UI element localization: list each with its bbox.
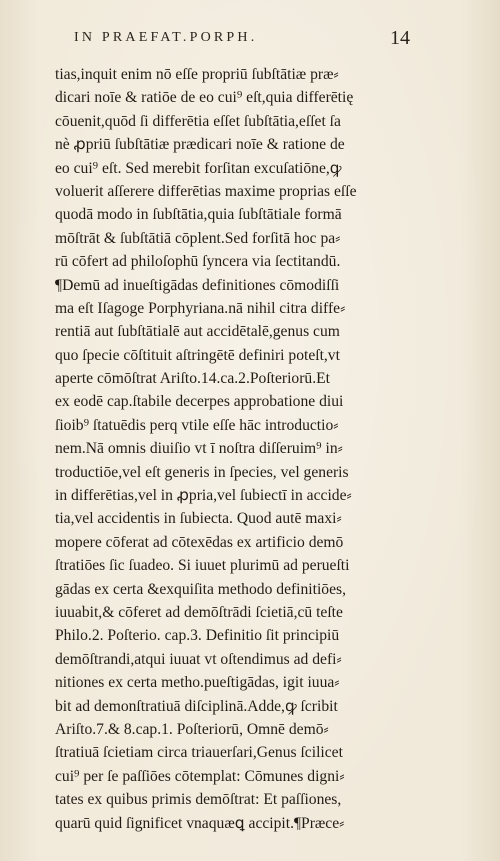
text-line: Ariſto.7.& 8.cap.1. Poſteriorū, Omnē demō⸗: [55, 720, 329, 738]
text-line: demōſtrandi,atqui iuuat vt oſtendimus ad defi⸗: [55, 650, 342, 668]
text-line: rentiā aut ſubſtātialē aut accidētalē,genus cum: [55, 323, 340, 341]
text-line: quarū quid ſignificet vnaquæꝗ accipit.¶Præce⸗: [55, 814, 345, 832]
text-line: tates ex quibus primis demōſtrat: Et paſſiones,: [55, 791, 342, 809]
text-line: aperte cōmōſtrat Ariſto.14.ca.2.Poſteriorū.Et: [55, 370, 330, 388]
text-line: quodā modo in ſubſtātia,quia ſubſtātiale formā: [55, 206, 342, 224]
page-header: [74, 27, 410, 52]
text-line: ma eſt Iſagoge Porphyriana.nā nihil citra diffe⸗: [55, 299, 346, 317]
text-line: ſtratiōes ſic ſuadeo. Si iuuet plurimū ad perueſti: [55, 557, 350, 575]
text-line: nem.Nā omnis diuiſio vt ī noſtra diſſeruim⁹ in⸗: [55, 440, 343, 458]
text-line: nè ꝓpriū ſubſtātiæ prædicari noīe & ratione de: [55, 136, 345, 154]
text-line: ex eodē cap.ſtabile decerpes approbatione diui: [55, 393, 344, 411]
text-line: ſtratiuā ſcietiam circa triauerſari,Genus ſcilicet: [55, 744, 343, 762]
text-line: mōſtrāt & ſubſtātiā cōplent.Sed forſitā hoc pa⸗: [55, 229, 341, 247]
text-line: in differētias,vel in ꝓpria,vel ſubiectī in accide⸗: [55, 487, 352, 505]
text-line: mopere cōferat ad cōtexēdas ex artificio demō: [55, 533, 344, 551]
text-line: voluerit aſſerere differētias maxime proprias eſſe: [55, 182, 357, 200]
page-number: 14: [390, 27, 410, 49]
body-text: [55, 63, 401, 835]
text-line: cui⁹ per ſe paſſiōes cōtemplat: Cōmunes digni⸗: [55, 767, 345, 785]
running-head: IN PRAEFAT.PORPH.: [74, 30, 258, 45]
text-line: cōuenit,quōd ſi differētia eſſet ſubſtātia,eſſet ſa: [55, 112, 341, 130]
text-line: rū cōfert ad philoſophū ſyncera via ſectitandū.: [55, 253, 341, 271]
text-line: quo ſpecie cōſtituit aſtringētē definiri poteſt,vt: [55, 346, 340, 364]
text-line: nitiones ex certa metho.pueſtigādas, igit iuua⸗: [55, 674, 340, 692]
text-line: troductiōe,vel eſt generis in ſpecies, vel generis: [55, 463, 349, 481]
text-line: tia,vel accidentis in ſubiecta. Quod autē maxi⸗: [55, 510, 342, 528]
text-line: ſioib⁹ ſtatuēdis perq vtile eſſe hāc introductio⸗: [55, 416, 339, 434]
text-line: tias,inquit enim nō eſſe propriū ſubſtātiæ præ⸗: [55, 66, 339, 83]
text-line: iuuabit,& cōferet ad demōſtrādi ſcietiā,cū teſte: [55, 603, 343, 621]
text-line: ¶Demū ad inueſtigādas definitiones cōmodiſſi: [55, 276, 340, 294]
text-line: Philo.2. Poſterio. cap.3. Definitio ſit principiū: [55, 627, 340, 645]
text-line: dicari noīe & ratiōe de eo cui⁹ eſt,quia differētię: [55, 89, 354, 107]
text-line: eo cui⁹ eſt. Sed merebit forſitan excuſatiōne,ꝙ: [55, 159, 342, 177]
text-line: bit ad demonſtratiuā diſciplinā.Adde,ꝙ ſcribit: [55, 697, 338, 715]
text-line: gādas ex certa &exquiſita methodo definitiōes,: [55, 580, 346, 598]
